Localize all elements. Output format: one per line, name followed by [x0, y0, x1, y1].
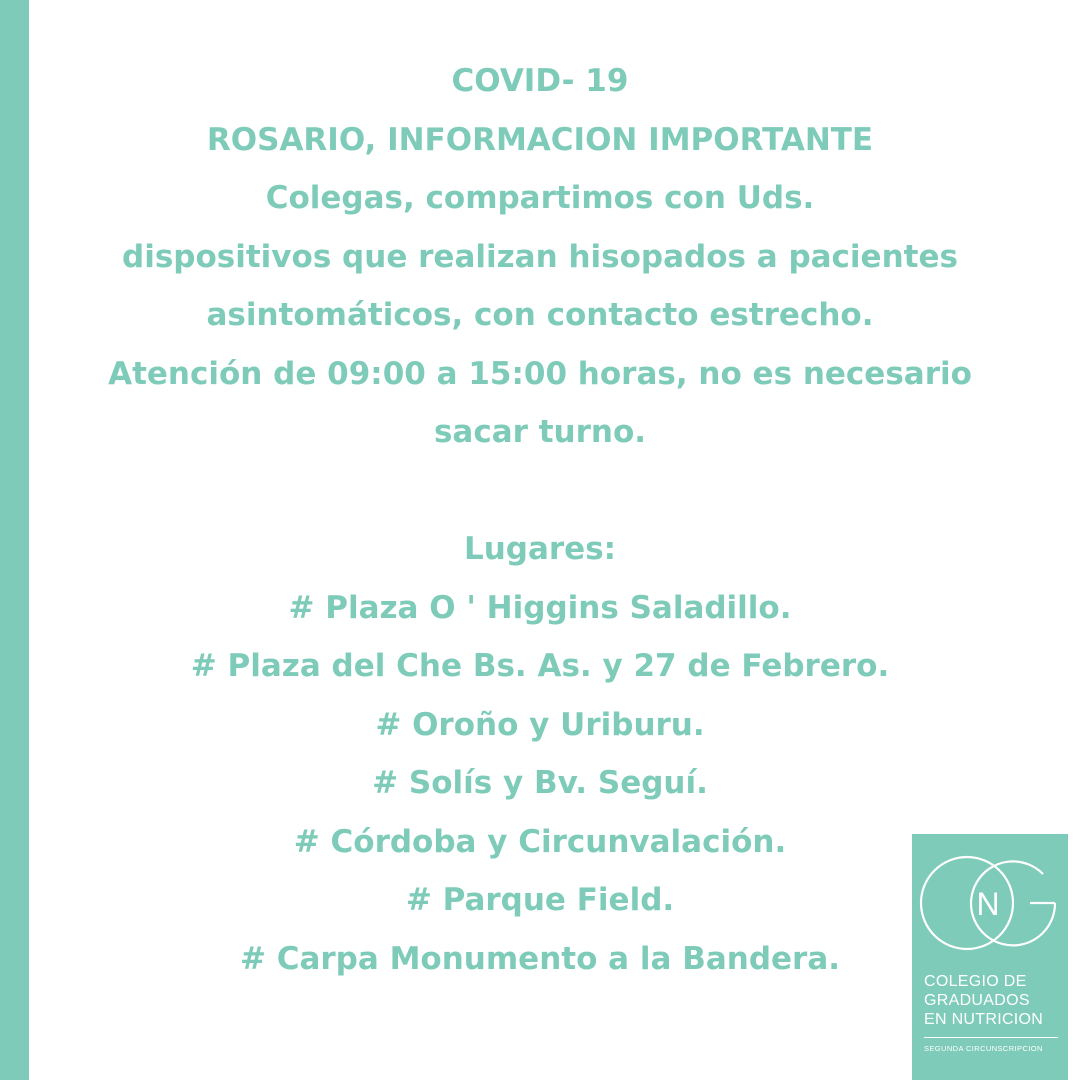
org-name-line: COLEGIO DE [924, 973, 1027, 990]
places-heading: Lugares: [463, 531, 617, 567]
title-line-2: ROSARIO, INFORMACION IMPORTANTE [206, 121, 874, 158]
left-accent-bar [0, 0, 29, 1080]
org-name-line: GRADUADOS [924, 992, 1030, 1009]
place-item: # Plaza O ' Higgins Saladillo. [288, 589, 792, 626]
college-logo [912, 834, 1068, 1080]
place-item: # Parque Field. [405, 882, 675, 918]
org-subtitle: SEGUNDA CIRCUNSCRIPCION [924, 1044, 1043, 1053]
place-item: # Córdoba y Circunvalación. [293, 823, 787, 860]
place-item: # Oroño y Uriburu. [375, 706, 705, 743]
body-line: sacar turno. [433, 414, 647, 450]
body-line: asintomáticos, con contacto estrecho. [206, 297, 874, 333]
org-name-line: EN NUTRICION [924, 1011, 1044, 1028]
logo-divider [924, 1037, 1058, 1038]
body-line: Colegas, compartimos con Uds. [265, 180, 815, 216]
spacer [40, 462, 1040, 521]
body-line: dispositivos que realizan hisopados a pacientes [122, 238, 958, 275]
announcement-text [40, 52, 1040, 988]
title-line-1: COVID- 19 [451, 63, 629, 99]
place-item: # Solís y Bv. Seguí. [372, 765, 708, 801]
monogram-letter: N [976, 886, 1000, 922]
place-item: # Carpa Monumento a la Bandera. [239, 940, 841, 977]
org-name [924, 972, 1064, 1029]
monogram-icon [912, 834, 1068, 974]
place-item: # Plaza del Che Bs. As. y 27 de Febrero. [190, 648, 890, 684]
body-line: Atención de 09:00 a 15:00 horas, no es necesario [108, 355, 972, 392]
